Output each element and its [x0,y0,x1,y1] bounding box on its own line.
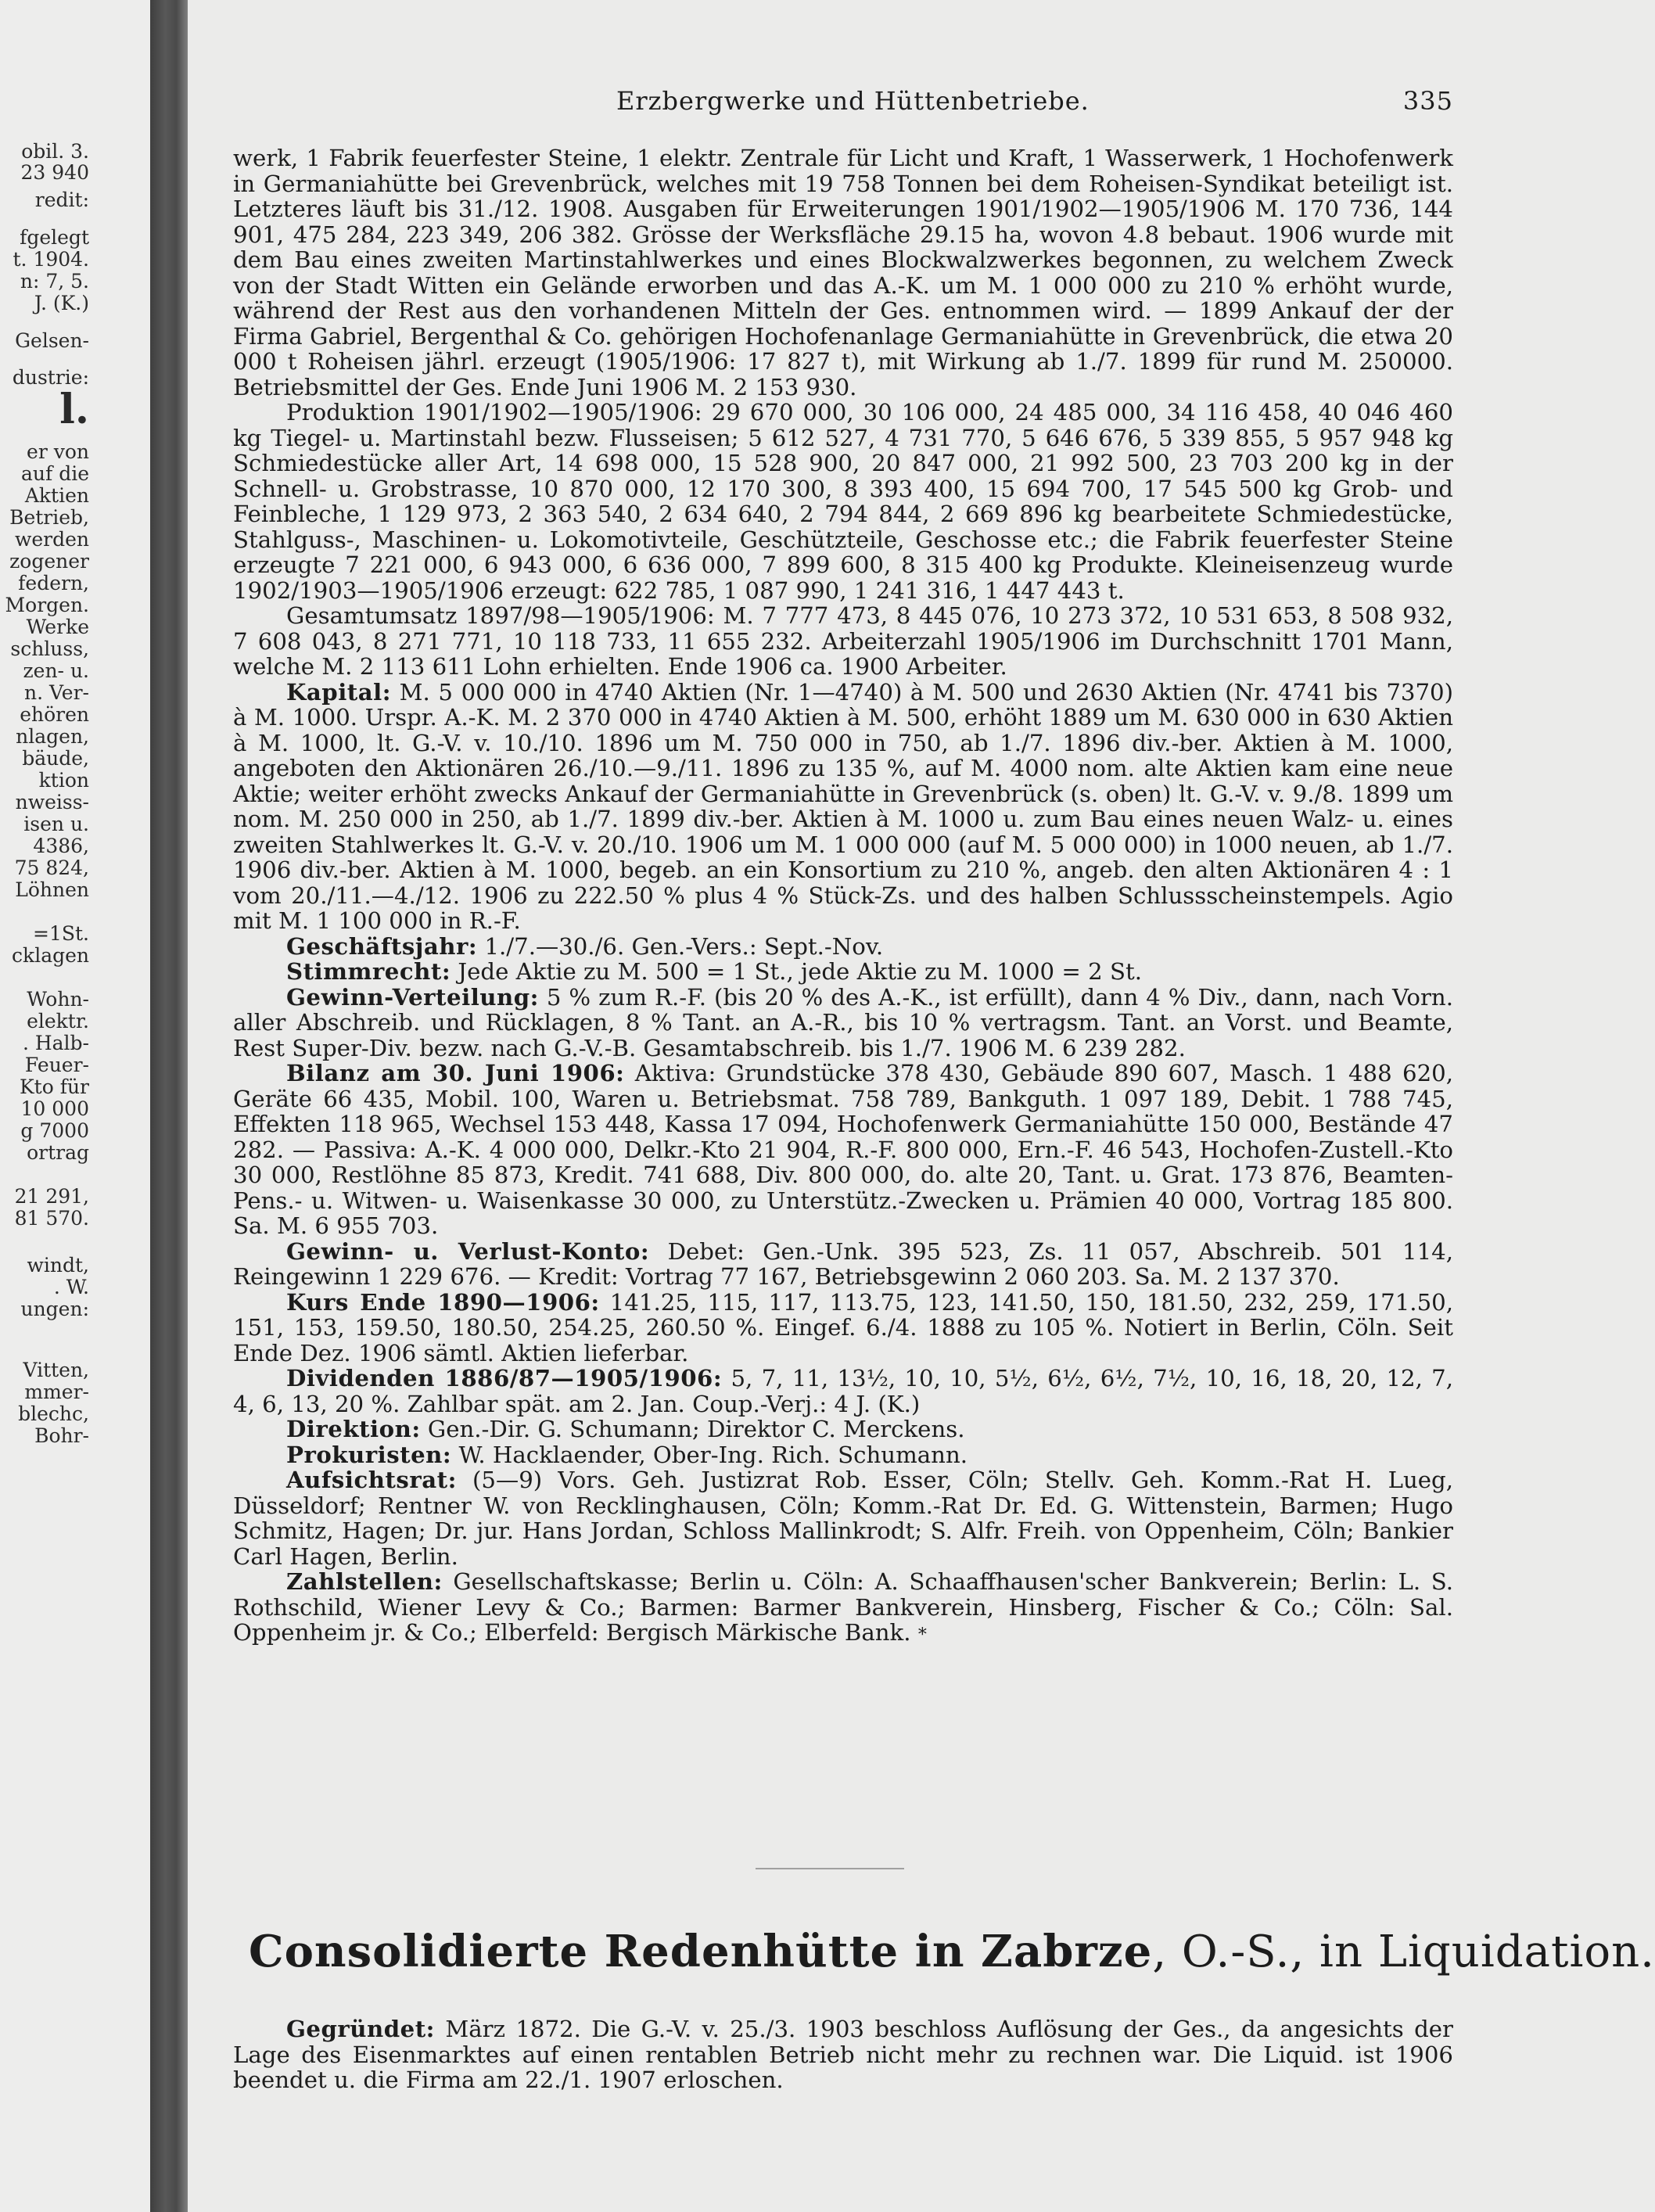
left-fragment-line: schluss, [10,637,89,660]
main-text [233,145,1453,1649]
paragraph-label: Prokuristen: [286,1441,452,1468]
left-fragment-line: n: 7, 5. [20,270,89,293]
left-fragment-line: 23 940 [20,161,89,184]
left-fragment-line: t. 1904. [13,248,89,271]
paragraph-label: Aufsichtsrat: [286,1467,457,1493]
paragraph-label: Stimmrecht: [286,958,451,985]
left-fragment-line: Aktien [24,484,89,507]
paragraph-label: Kurs Ende 1890—1906: [286,1288,600,1316]
paragraph-text: M. 5 000 000 in 4740 Aktien (Nr. 1—4740) à M. 500 und 2630 Aktien (Nr. 4741 bis 7370) à M. 1000. Urspr. A.-K. M. 2 370 000 in 4740 Aktien à M. 500, erhöht 1889 um M. 630 000 in 630 Aktien à M. 1000, lt. G.-V. v. 10./10. 1896 um M. 750 000 in 750, ab 1./7. 1896 div.-ber. Aktien à M. 1000, angeboten den Aktionären 26./10.—9./11. 1896 zu 135 %, auf M. 4000 nom. alte Aktien kam eine neue Aktie; weiter erhöht zwecks Ankauf der Germaniahütte in Grevenbrück (s. oben) lt. G.-V. v. 9./8. 1899 um nom. M. 250 000 in 250, ab 1./7. 1899 div.-ber. Aktien à M. 1000 u. zum Bau eines neuen Walz- u. eines zweiten Stahlwerkes lt. G.-V. v. 20./10. 1906 um M. 1 000 000 (auf M. 5 000 000) in 1000 neuen, ab 1./7. 1906 div.-ber. Aktien à M. 1000, begeb. an ein Konsortium zu 210 %, angeb. den alten Aktionären 4 : 1 vom 20./11.—4./12. 1906 zu 222.50 % plus 4 % Stück-Zs. und des halben Schlussscheinstempels. Agio mit M. 1 100 000 in R.-F. [233,678,1454,934]
section-location: , O.-S., in Liquidation. [1152,1927,1655,1977]
paragraph-text: 1./7.—30./6. Gen.-Vers.: Sept.-Nov. [484,932,884,960]
paragraph [233,959,1453,985]
left-fragment-line: werden [14,528,89,551]
left-fragment-line: fgelegt [20,226,89,249]
left-fragment-line: 75 824, [14,856,89,879]
left-fragment-line: Löhnen [15,878,89,901]
paragraph [233,985,1453,1061]
paragraph-label: Gewinn- u. Verlust-Konto: [286,1237,650,1265]
paragraph-text: Gesellschaftskasse; Berlin u. Cöln: A. Schaaffhausen'scher Bankverein; Berlin: L. S. Rothschild, Wiener Levy & Co.; Barmen: Barmer Bankverein, Hinsberg, Fischer & Co.; Cöln: Sal. Oppenheim jr. & Co.; Elberfeld: Bergisch Märkische Bank. [233,1568,1453,1646]
paragraph [233,603,1453,680]
section-paragraph [233,2016,1453,2093]
paragraph-text: Gesamtumsatz 1897/98—1905/1906: M. 7 777 473, 8 445 076, 10 273 372, 10 531 653, 8 508 932, 7 608 043, 8 271 771, 10 118 733, 11 655 232. Arbeiterzahl 1905/1906 im Durchschnitt 1701 Mann, welche M. 2 113 611 Lohn erhielten. Ende 1906 ca. 1900 Arbeiter. [233,602,1453,680]
paragraph-text: werk, 1 Fabrik feuerfester Steine, 1 elektr. Zentrale für Licht und Kraft, 1 Wasserwerk, 1 Hochofenwerk in Germaniahütte bei Grevenbrück, welches mit 19 758 Tonnen bei dem Roheisen-Syndikat beteiligt ist. Letzteres läuft bis 31./12. 1908. Ausgaben für Erweiterungen 1901/1902—1905/1906 M. 170 736, 144 901, 475 284, 223 349, 206 382. Grösse der Werksfläche 29.15 ha, wovon 4.8 bebaut. 1906 wurde mit dem Bau eines zweiten Martinstahlwerkes und eines Blockwalzwerkes begonnen, zu welchem Zweck von der Stadt Witten ein Gelände erworben und das A.-K. um M. 1 000 000 zu 210 % erhöht wurde, während der Rest aus den vorhandenen Mitteln der Ges. entnommen wird. — 1899 Ankauf der der Firma Gabriel, Bergenthal & Co. gehörigen Hochofenanlage Germaniahütte in Grevenbrück, die etwa 20 000 t Roheisen jährl. erzeugt (1905/1906: 17 827 t), mit Wirkung ab 1./7. 1899 für rund M. 250000. Betriebsmittel der Ges. Ende Juni 1906 M. 2 153 930. [233,145,1453,400]
left-fragment-line: Kto für [19,1075,89,1098]
paragraph-text: Gen.-Dir. G. Schumann; Direktor C. Merckens. [427,1416,965,1442]
paragraph-label: Dividenden 1886/87—1905/1906: [286,1365,723,1391]
paragraph-text: Debet: Gen.-Unk. 395 523, Zs. 11 057, Abschreib. 501 114, Reingewinn 1 229 676. — Kredit: Vortrag 77 167, Betriebsgewinn 2 060 203. Sa. M. 2 137 370. [233,1237,1453,1290]
left-fragment-line: er von [27,440,89,463]
left-fragment-line: nlagen, [16,725,89,748]
paragraph-label: Kapital: [286,678,392,706]
left-fragment-line: redit: [34,189,89,211]
section-label: Gegründet: [286,2016,435,2042]
paragraph [233,1442,1453,1468]
left-fragment-line: 4386, [33,835,89,857]
left-fragment-line: mmer- [24,1381,89,1403]
left-fragment-line: . Halb- [22,1032,89,1054]
left-fragment-line: Betrieb, [9,506,89,529]
paragraph-text: 141.25, 115, 117, 113.75, 123, 141.50, 150, 181.50, 232, 259, 171.50, 151, 153, 159.50, 180.50, 254.25, 260.50 %. Eingef. 6./4. 1888 zu 105 %. Notiert in Berlin, Cöln. Seit Ende Dez. 1906 sämtl. Aktien lieferbar. [233,1288,1454,1366]
left-fragment-line: J. (K.) [34,292,89,314]
paragraph [233,400,1453,603]
paragraph [233,1366,1453,1417]
left-fragment-line: blechc, [18,1402,89,1425]
section-text: März 1872. Die G.-V. v. 25./3. 1903 beschloss Auflösung der Ges., da angesichts der Lage des Eisenmarktes auf einen rentablen Betrieb nicht mehr zu rechnen war. Die Liquid. ist 1906 beendet u. die Firma am 22./1. 1907 erloschen. [233,2016,1453,2093]
left-fragment-line: ortrag [27,1141,89,1164]
paragraph [233,1290,1453,1366]
paragraph-text: W. Hacklaender, Ober-Ing. Rich. Schumann. [458,1441,968,1468]
left-fragment-line: Feuer- [24,1054,89,1076]
left-fragment-line: bäude, [22,747,89,770]
left-fragment-line: =1St. [33,922,89,945]
paragraph-label: Zahlstellen: [286,1568,443,1595]
left-fragment-line: ungen: [20,1298,89,1320]
paragraph-text: Produktion 1901/1902—1905/1906: 29 670 000, 30 106 000, 24 485 000, 34 116 458, 40 046 460 kg Tiegel- u. Martinstahl bezw. Flusseisen; 5 612 527, 4 731 770, 5 646 676, 5 339 855, 5 957 948 kg Schmiedestücke aller Art, 14 698 000, 15 528 900, 20 847 000, 21 992 500, 23 703 200 kg in der Schnell- u. Grobstrasse, 10 870 000, 12 170 300, 8 393 400, 15 694 700, 17 545 500 kg Grob- und Feinbleche, 1 129 973, 2 363 540, 2 634 640, 2 794 844, 2 669 896 kg bearbeitete Schmiedestücke, Stahlguss-, Maschinen- u. Lokomotivteile, Geschützteile, Geschosse etc.; die Fabrik feuerfester Steine erzeugte 7 221 000, 6 943 000, 6 636 000, 7 899 600, 8 315 400 kg Produkte. Kleineisenzeug wurde 1902/1903—1905/1906 erzeugt: 622 785, 1 087 990, 1 241 316, 1 447 443 t. [233,399,1453,604]
left-fragment-line: Gelsen- [15,329,89,352]
left-fragment-line: auf die [21,462,89,485]
left-fragment-line: ktion [38,769,89,792]
page [233,0,1655,2212]
left-fragment-line: windt, [27,1254,89,1277]
paragraph-label: Bilanz am 30. Juni 1906: [286,1060,625,1086]
running-title: Erzbergwerke und Hüttenbetriebe. [616,86,1090,116]
paragraph-text: Aktiva: Grundstücke 378 430, Gebäude 890 607, Masch. 1 488 620, Geräte 66 435, Mobil. 100, Waren u. Betriebsmat. 758 789, Bankguth. 1 097 189, Debit. 1 788 745, Effekten 118 965, Wechsel 153 448, Kassa 17 094, Hochofenwerk Germaniahütte 150 000, Bestände 47 282. — Passiva: A.-K. 4 000 000, Delkr.-Kto 21 904, R.-F. 800 000, Ern.-F. 46 543, Hochofen-Zustell.-Kto 30 000, Restlöhne 85 873, Kredit. 741 688, Div. 800 000, do. alte 20, Tant. u. Grat. 173 876, Beamten-Pens.- u. Witwen- u. Waisenkasse 30 000, zu Unterstütz.-Zwecken u. Prämien 40 000, Vortrag 185 800. Sa. M. 6 955 703. [233,1060,1453,1239]
paragraph [233,1569,1453,1649]
paragraph-text: (5—9) Vors. Geh. Justizrat Rob. Esser, Cöln; Stellv. Geh. Komm.-Rat H. Lueg, Düsseldorf; Rentner W. von Recklinghausen, Cöln; Komm.-Rat Dr. Ed. G. Wittenstein, Barmen; Hugo Schmitz, Hagen; Dr. jur. Hans Jordan, Schloss Mallinkrodt; S. Alfr. Freih. von Oppenheim, Cöln; Bankier Carl Hagen, Berlin. [233,1467,1454,1570]
section-title: Consolidierte Redenhütte in Zabrze [249,1926,1153,1977]
paragraph [233,1417,1453,1442]
book-spine [150,0,188,2212]
paragraph [233,934,1453,960]
left-fragment-line: l. [59,386,89,433]
left-fragment-line: Morgen. [5,594,89,616]
left-fragment-line: 21 291, [14,1185,89,1208]
section-heading [249,1926,1655,1977]
section-divider [756,1868,904,1869]
paragraph-text: 5, 7, 11, 13½, 10, 10, 5½, 6½, 6½, 7½, 10, 16, 18, 20, 12, 7, 4, 6, 13, 20 %. Zahlbar spät. am 2. Jan. Coup.-Verj.: 4 J. (K.) [233,1365,1453,1417]
paragraph [233,145,1453,400]
paragraph [233,1061,1453,1239]
end-mark: * [917,1625,927,1645]
paragraph [233,1239,1453,1290]
paragraph-text: Jede Aktie zu M. 500 = 1 St., jede Aktie zu M. 1000 = 2 St. [458,958,1142,985]
left-fragment-line: . W. [53,1276,89,1298]
left-fragment-line: obil. 3. [21,140,89,163]
paragraph [233,1467,1453,1569]
paragraph-label: Gewinn-Verteilung: [286,983,539,1011]
left-fragment-line: zogener [9,550,89,573]
left-fragment-line: 81 570. [14,1207,89,1230]
left-fragment-line: Bohr- [34,1424,89,1447]
left-fragment-line: isen u. [23,813,89,835]
left-fragment-line: ehören [20,703,89,726]
paragraph-label: Direktion: [286,1416,421,1442]
left-fragment-line: g 7000 [20,1119,89,1142]
left-fragment-line: n. Ver- [24,681,89,704]
left-fragment-line: cklagen [12,944,89,967]
left-fragment-line: Wohn- [27,988,89,1011]
left-fragment-line: elektr. [27,1010,89,1032]
running-head [233,86,1453,117]
left-fragment-line: zen- u. [23,659,89,682]
left-fragment-line: dustrie: [12,366,89,389]
section-body [233,2016,1453,2093]
page-number: 335 [1402,86,1453,116]
paragraph-text: 5 % zum R.-F. (bis 20 % des A.-K., ist erfüllt), dann 4 % Div., dann, nach Vorn. aller Abschreib. und Rücklagen, 8 % Tant. an A.-R., bis 10 % vertragsm. Tant. an Vorst. und Beamte, Rest Super-Div. bezw. nach G.-V.-B. Gesamtabschreib. bis 1./7. 1906 M. 6 239 282. [233,983,1453,1061]
left-fragment-line: nweiss- [15,791,89,813]
paragraph-label: Geschäftsjahr: [286,932,478,960]
left-fragment-line: federn, [18,572,89,594]
left-fragment-line: Werke [26,616,89,638]
paragraph [233,680,1453,934]
left-fragment-line: 10 000 [20,1097,89,1120]
left-fragment-line: Vitten, [23,1359,89,1381]
left-page-fragment [0,0,150,2212]
